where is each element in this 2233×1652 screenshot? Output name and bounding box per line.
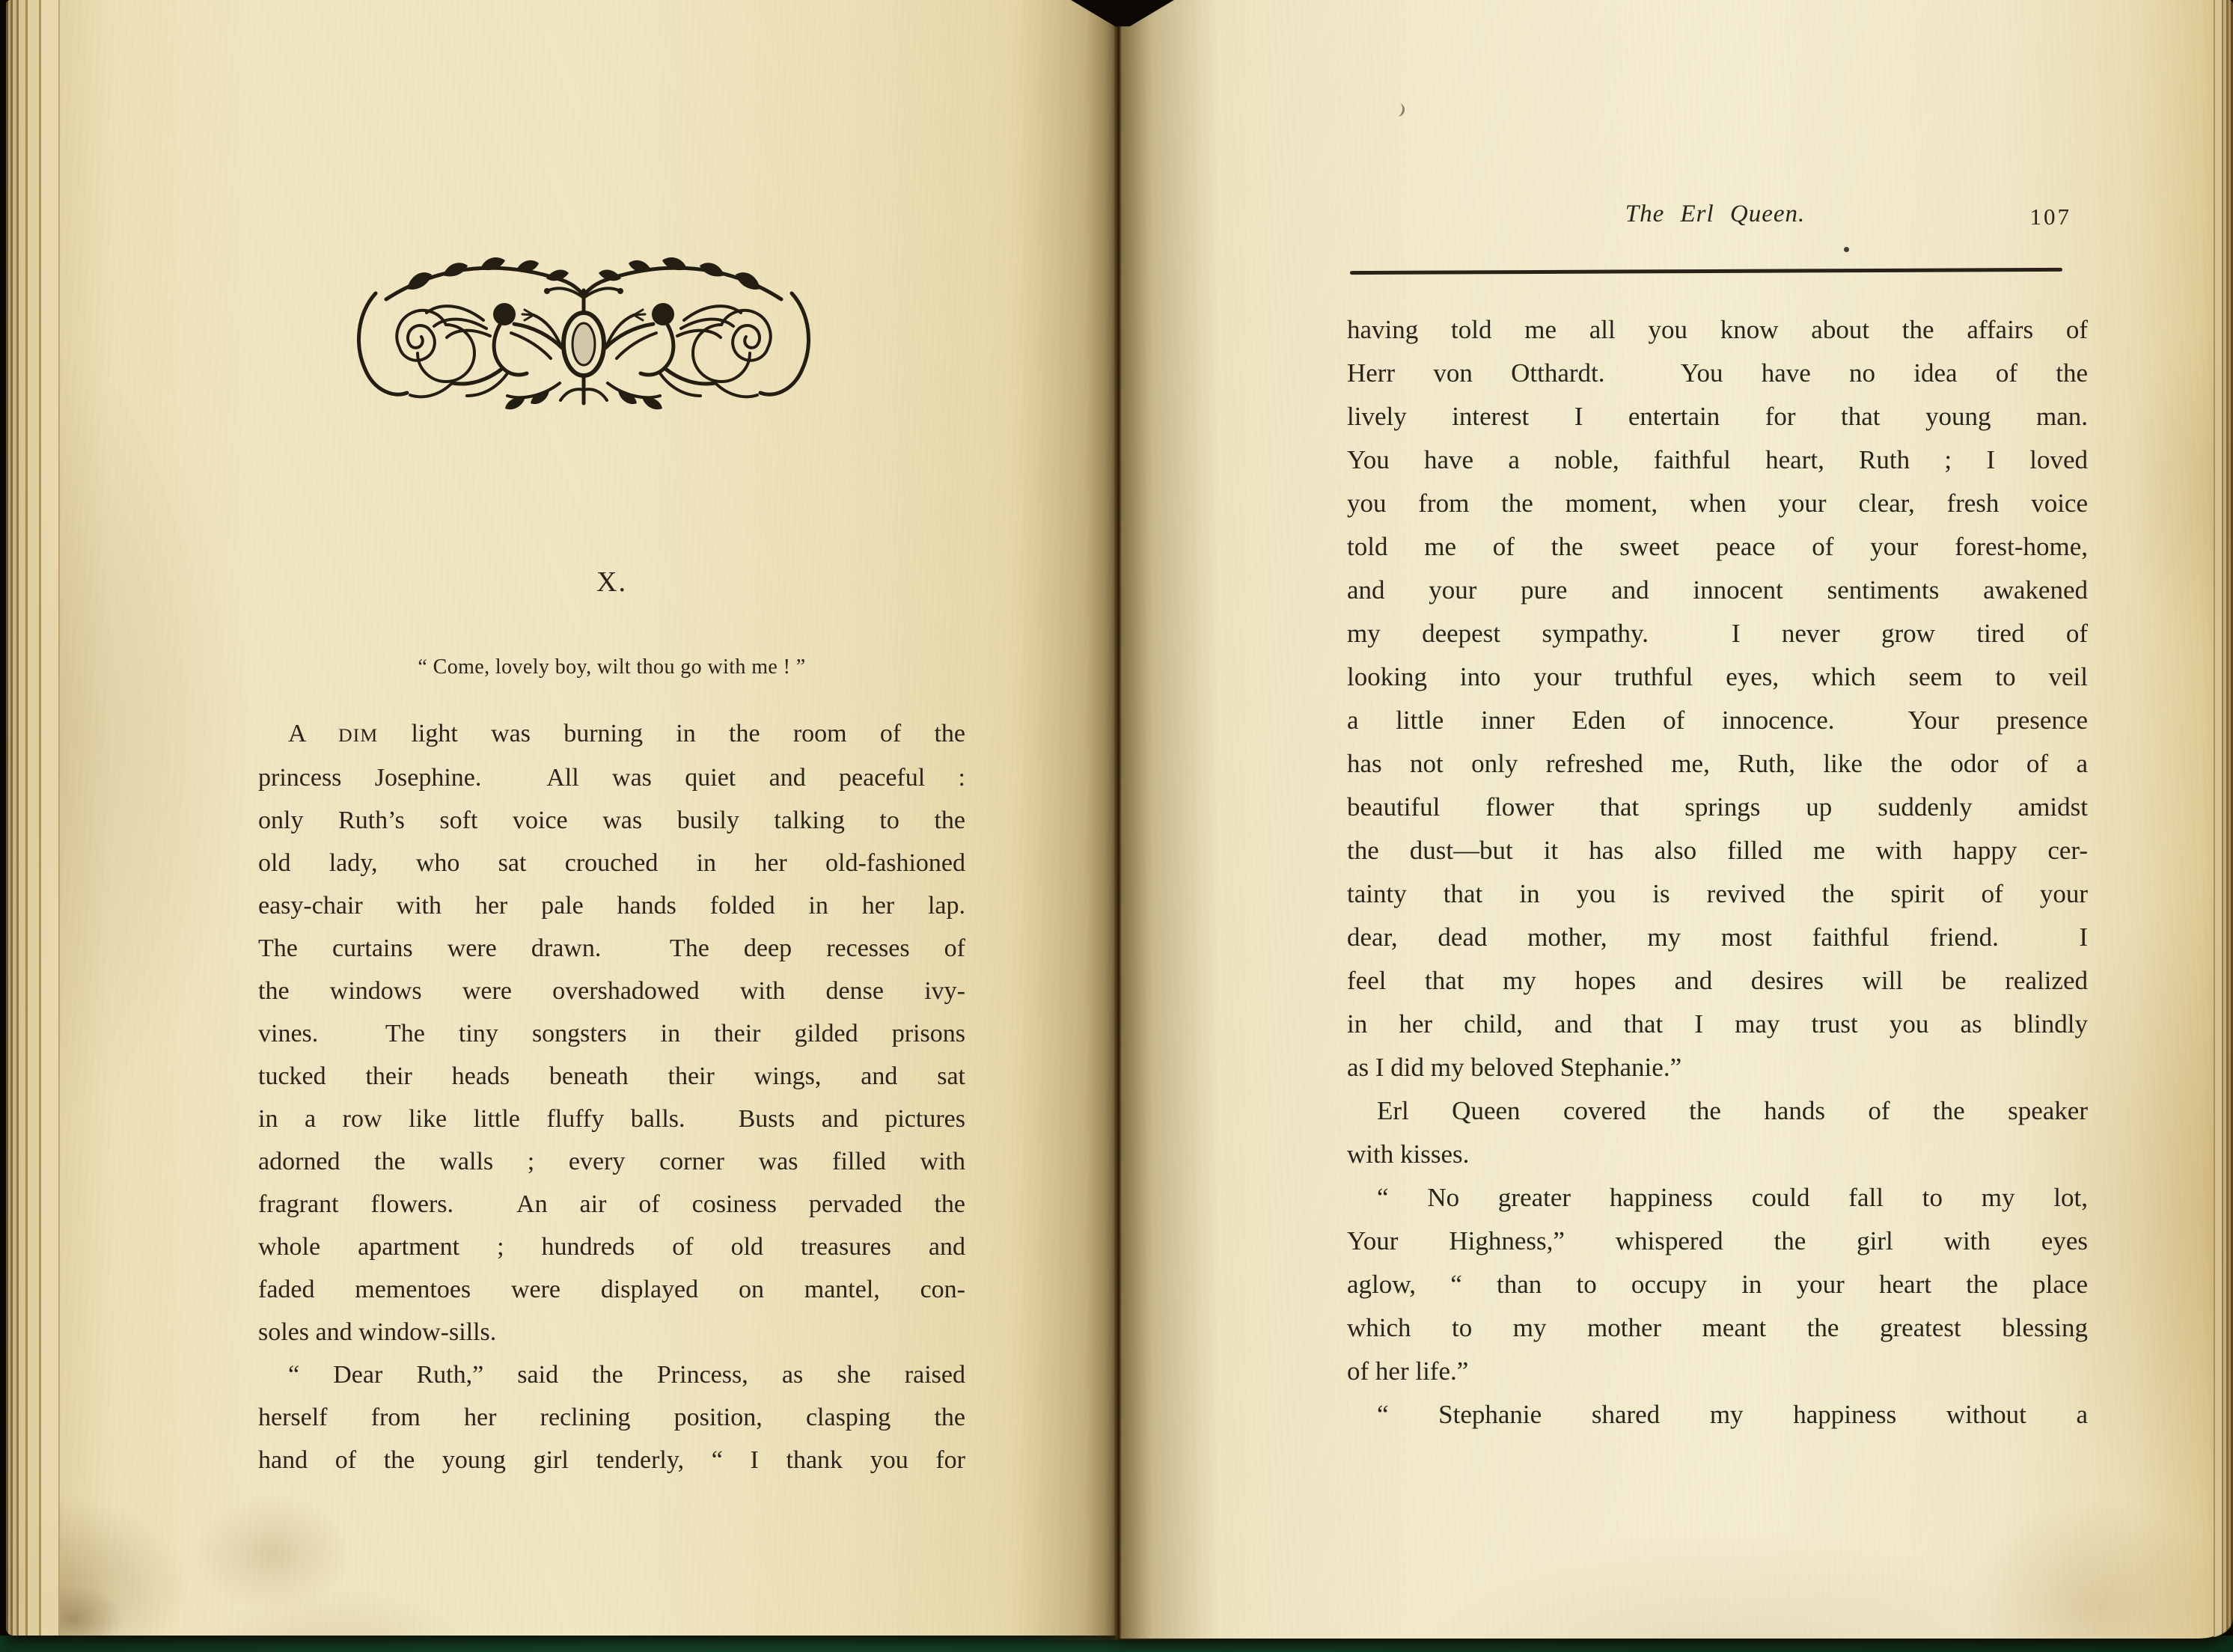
text-line: the dust—but it has also filled me with happy cer- [1347, 836, 2088, 865]
text-line: feel that my hopes and desires will be realized [1347, 966, 2088, 995]
left-page-lines [258, 756, 965, 1481]
woodcut-ornament-icon [337, 248, 831, 420]
text-line: faded mementoes were displayed on mantel, con- [258, 1276, 965, 1303]
decorative-headpiece-ornament [337, 248, 831, 420]
text-line: of her life.” [1347, 1356, 1469, 1386]
text-line: old lady, who sat crouched in her old-fashioned [258, 849, 965, 877]
text-line: and your pure and innocent sentiments awakened [1347, 575, 2088, 605]
text-line: having told me all you know about the affairs of [1347, 315, 2088, 344]
text-word: A [288, 720, 305, 747]
text-line: aglow, “ than to occupy in your heart the place [1347, 1270, 2088, 1299]
text-line: dear, dead mother, my most faithful friend. I [1347, 923, 2088, 952]
ink-speck [1394, 103, 1406, 117]
text-line: adorned the walls ; every corner was filled with [258, 1148, 965, 1175]
text-line: you from the moment, when your clear, fresh voice [1347, 489, 2088, 518]
text-line: “ No greater happiness could fall to my lot, [1377, 1183, 2088, 1212]
text-line: the windows were overshadowed with dense ivy- [258, 977, 965, 1005]
small-caps-word: DIM [337, 724, 379, 746]
text-line: only Ruth’s soft voice was busily talking to the [258, 807, 965, 834]
text-line: with kisses. [1347, 1139, 1470, 1169]
text-line: Herr von Otthardt. You have no idea of the [1347, 358, 2088, 388]
header-rule [1350, 268, 2062, 275]
text-line: as I did my beloved Stephanie.” [1347, 1053, 1682, 1082]
text-line: Erl Queen covered the hands of the speaker [1377, 1096, 2088, 1125]
text-line: The curtains were drawn. The deep recesses of [258, 934, 965, 962]
left-page-text [258, 712, 965, 1481]
text-line: “ Stephanie shared my happiness without a [1377, 1400, 2088, 1429]
left-page [6, 0, 1116, 1636]
text-line: in her child, and that I may trust you as blindly [1347, 1009, 2088, 1038]
text-line: tucked their heads beneath their wings, and sat [258, 1062, 965, 1090]
right-page-stack-edges [2203, 0, 2233, 1639]
text-line: Your Highness,” whispered the girl with eyes [1347, 1226, 2088, 1255]
page-number: 107 [2029, 204, 2071, 230]
text-line: hand of the young girl tenderly, “ I thank you for [258, 1446, 965, 1474]
text-line: fragrant flowers. An air of cosiness pervaded the [258, 1190, 965, 1218]
text-line: vines. The tiny songsters in their gilded prisons [258, 1020, 965, 1047]
text-line: my deepest sympathy. I never grow tired of [1347, 619, 2088, 648]
running-header [1341, 201, 2089, 238]
text-line: which to my mother meant the greatest blessing [1347, 1313, 2088, 1342]
text-line: herself from her reclining position, clasping the [258, 1404, 965, 1431]
text-line: has not only refreshed me, Ruth, like the odor of a [1347, 749, 2088, 778]
text-word: light was burning in the room of the [411, 720, 965, 747]
text-line: in a row like little fluffy balls. Busts and pictures [258, 1105, 965, 1133]
text-line: a little inner Eden of innocence. Your presence [1347, 706, 2088, 735]
text-line-first [258, 712, 965, 756]
left-page-stack-edges [6, 0, 84, 1636]
right-page-text [1347, 308, 2088, 1437]
text-line: beautiful flower that springs up suddenly amidst [1347, 792, 2088, 822]
text-line: “ Dear Ruth,” said the Princess, as she raised [288, 1361, 965, 1389]
text-line: easy-chair with her pale hands folded in her lap. [258, 892, 965, 920]
chapter-number: X. [596, 566, 627, 598]
text-line: soles and window-sills. [258, 1318, 497, 1346]
text-line: tainty that in you is revived the spirit of your [1347, 879, 2088, 908]
text-line: You have a noble, faithful heart, Ruth ; I loved [1347, 445, 2088, 474]
text-line: looking into your truthful eyes, which seem to veil [1347, 662, 2088, 691]
right-page-lines [1347, 308, 2088, 1437]
running-header-title: The Erl Queen. [1625, 201, 1806, 227]
text-line: whole apartment ; hundreds of old treasures and [258, 1233, 965, 1261]
right-page [1116, 0, 2233, 1639]
text-line: lively interest I entertain for that young man. [1347, 402, 2088, 431]
text-line: princess Josephine. All was quiet and peaceful : [258, 764, 965, 792]
chapter-epigraph: “ Come, lovely boy, wilt thou go with me ! ” [418, 655, 806, 679]
ink-speck [1844, 247, 1849, 252]
text-line: told me of the sweet peace of your forest-home, [1347, 532, 2088, 561]
